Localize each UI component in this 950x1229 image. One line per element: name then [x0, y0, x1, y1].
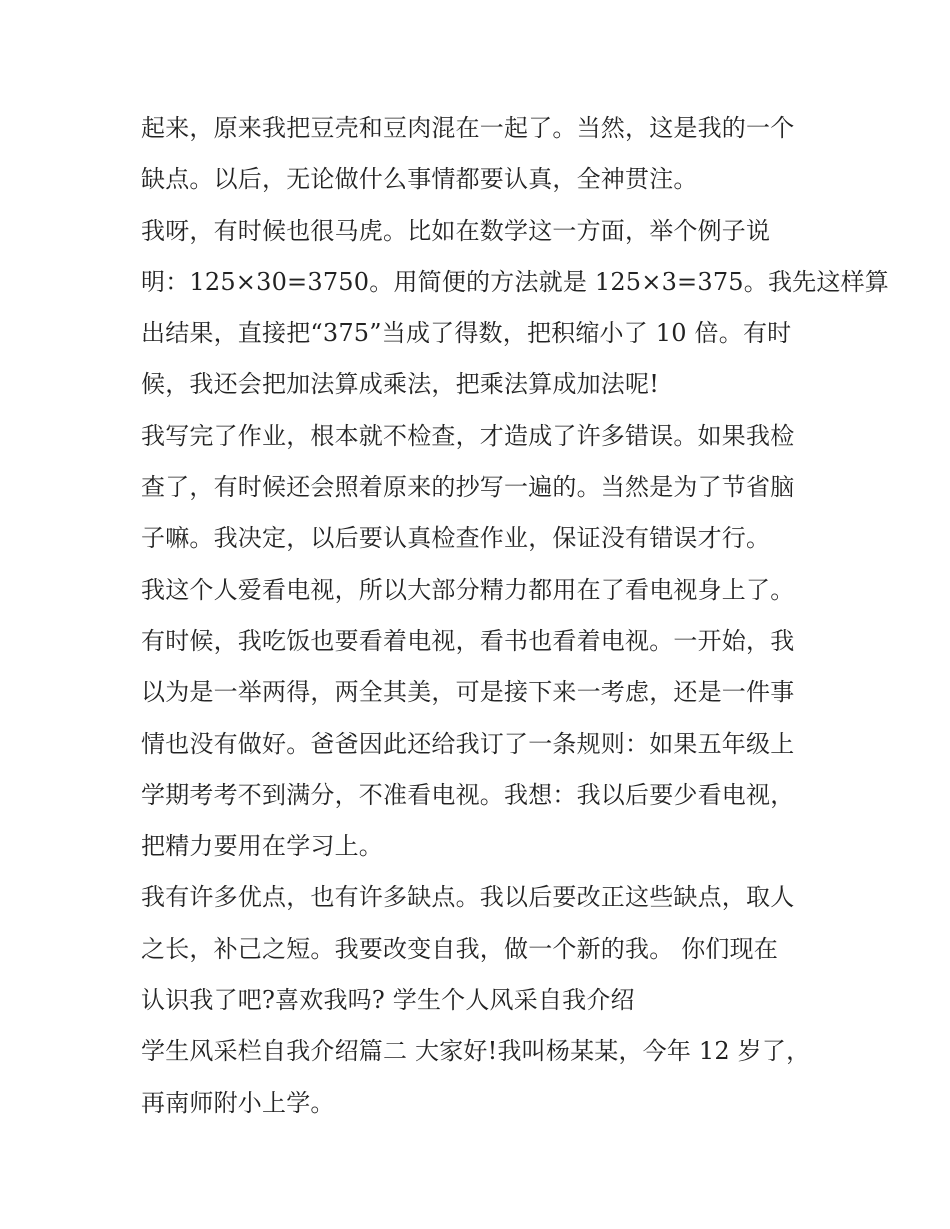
text-line: 出结果，直接把“375”当成了得数，把积缩小了 10 倍。有时 — [141, 319, 792, 348]
text-line: 之长，补己之短。我要改变自我，做一个新的我。 你们现在 — [141, 934, 779, 963]
text-line: 情也没有做好。爸爸因此还给我订了一条规则：如果五年级上 — [141, 729, 795, 758]
text-line: 再南师附小上学。 — [141, 1088, 335, 1117]
text-line: 学生风采栏自我介绍篇二 大家好!我叫杨某某，今年 12 岁了， — [141, 1037, 811, 1066]
text-line: 起来，原来我把豆壳和豆肉混在一起了。当然，这是我的一个 — [141, 114, 795, 142]
text-line: 候，我还会把加法算成乘法，把乘法算成加法呢! — [141, 370, 660, 399]
text-line: 查了，有时候还会照着原来的抄写一遍的。当然是为了节省脑 — [141, 473, 795, 502]
text-line: 有时候，我吃饭也要看着电视，看书也看着电视。一开始，我 — [141, 626, 795, 655]
text-line: 缺点。以后，无论做什么事情都要认真，全神贯注。 — [141, 165, 698, 194]
text-line: 我有许多优点，也有许多缺点。我以后要改正这些缺点，取人 — [141, 883, 795, 912]
document-body — [141, 103, 889, 1129]
text-line: 我这个人爱看电视，所以大部分精力都用在了看电视身上了。 — [141, 575, 795, 604]
text-line: 子嘛。我决定，以后要认真检查作业，保证没有错误才行。 — [141, 524, 771, 553]
text-line: 我呀，有时候也很马虎。比如在数学这一方面，举个例子说 — [141, 216, 771, 245]
text-line: 以为是一举两得，两全其美，可是接下来一考虑，还是一件事 — [141, 678, 795, 707]
text-line: 把精力要用在学习上。 — [141, 832, 383, 861]
text-line: 我写完了作业，根本就不检查，才造成了许多错误。如果我检 — [141, 421, 795, 450]
text-line: 明：125×30=3750。用简便的方法就是 125×3=375。我先这样算 — [141, 267, 889, 296]
text-line: 认识我了吧?喜欢我吗? 学生个人风采自我介绍 — [141, 986, 635, 1015]
text-line: 学期考考不到满分，不准看电视。我想：我以后要少看电视， — [141, 780, 795, 809]
